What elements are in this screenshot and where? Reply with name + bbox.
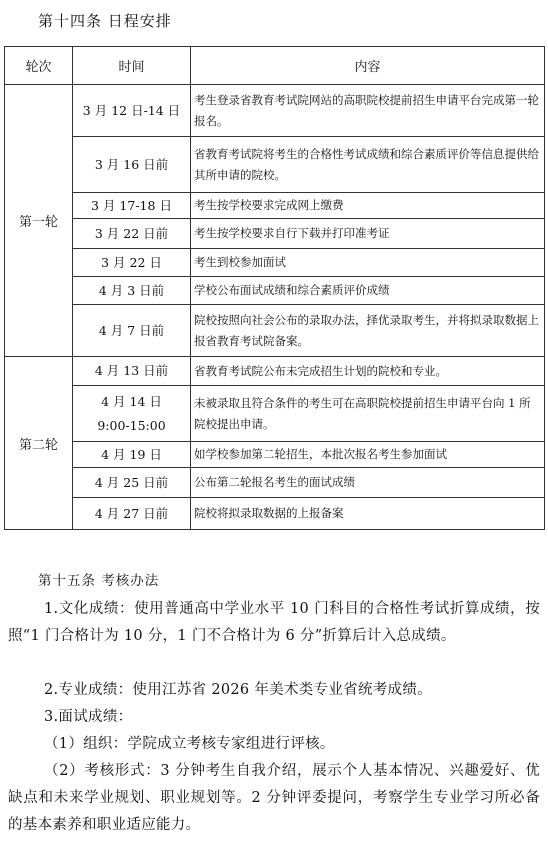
time-cell: 4 月 25 日前: [73, 468, 191, 498]
table-row: [5, 357, 545, 386]
paragraph-culture-score: 1.文化成绩：使用普通高中学业水平 10 门科目的合格性考试折算成绩，按照“1 门合格计为 10 分，1 门不合格计为 6 分”折算后计入总成绩。: [8, 601, 540, 644]
table-row: [5, 137, 545, 193]
time-cell: 3 月 22 日: [73, 249, 191, 277]
table-row: [5, 85, 545, 137]
time-cell: 3 月 17-18 日: [73, 193, 191, 219]
table-row: [5, 193, 545, 219]
content-cell: 考生登录省教育考试院网站的高职院校提前招生申请平台完成第一轮报名。: [191, 85, 545, 137]
time-cell: 4 月 13 日前: [73, 357, 191, 386]
header-time: 时间: [73, 47, 191, 85]
table-row: [5, 442, 545, 468]
header-content: 内容: [191, 47, 545, 85]
content-cell: 省教育考试院公布未完成招生计划的院校和专业。: [191, 357, 545, 386]
table-row: [5, 219, 545, 249]
time-cell: 3 月 16 日前: [73, 137, 191, 193]
content-cell: 院校按照向社会公布的录取办法，择优录取考生，并将拟录取数据上报省教育考试院备案。: [191, 305, 545, 357]
table-row: [5, 249, 545, 277]
content-cell: 省教育考试院将考生的合格性考试成绩和综合素质评价等信息提供给其所申请的院校。: [191, 137, 545, 193]
content-cell: 如学校参加第二轮招生，本批次报名考生参加面试: [191, 442, 545, 468]
table-row: [5, 498, 545, 530]
table-row: [5, 468, 545, 498]
table-row: [5, 305, 545, 357]
content-cell: 考生按学校要求完成网上缴费: [191, 193, 545, 219]
table-row: [5, 277, 545, 305]
time-cell: 3 月 22 日前: [73, 219, 191, 249]
paragraph-assessment-format: （2）考核形式：3 分钟考生自我介绍，展示个人基本情况、兴趣爱好、优缺点和未来学业规划、职业规划等。2 分钟评委提问，考察学生专业学习所必备的基本素养和职业适应能力。: [8, 763, 540, 833]
time-cell: 4 月 19 日: [73, 442, 191, 468]
round-label: 第二轮: [5, 357, 73, 530]
schedule-table: [4, 46, 545, 530]
round-label: 第一轮: [5, 85, 73, 357]
content-cell: 公布第二轮报名考生的面试成绩: [191, 468, 545, 498]
table-header-row: [5, 47, 545, 85]
table-row: [5, 386, 545, 442]
time-cell: 3 月 12 日-14 日: [73, 85, 191, 137]
paragraph-major-score: 2.专业成绩：使用江苏省 2026 年美术类专业省统考成绩。: [44, 682, 432, 698]
time-cell: 4 月 27 日前: [73, 498, 191, 530]
paragraph-organization: （1）组织：学院成立考核专家组进行评核。: [44, 736, 335, 752]
content-cell: 考生到校参加面试: [191, 249, 545, 277]
article-15-title: 第十五条 考核办法: [38, 573, 160, 589]
content-cell: 学校公布面试成绩和综合素质评价成绩: [191, 277, 545, 305]
content-cell: 院校将拟录取数据的上报备案: [191, 498, 545, 530]
content-cell: 考生按学校要求自行下载并打印准考证: [191, 219, 545, 249]
paragraph-interview-score: 3.面试成绩：: [44, 709, 133, 725]
header-round: 轮次: [5, 47, 73, 85]
time-date: 4 月 14 日: [101, 393, 162, 409]
content-cell: 未被录取且符合条件的考生可在高职院校提前招生申请平台向 1 所院校提出申请。: [191, 386, 545, 442]
article-14-title: 第十四条 日程安排: [38, 12, 172, 30]
time-cell: [73, 386, 191, 442]
time-cell: 4 月 3 日前: [73, 277, 191, 305]
time-hours: 9:00-15:00: [97, 417, 166, 433]
time-cell: 4 月 7 日前: [73, 305, 191, 357]
